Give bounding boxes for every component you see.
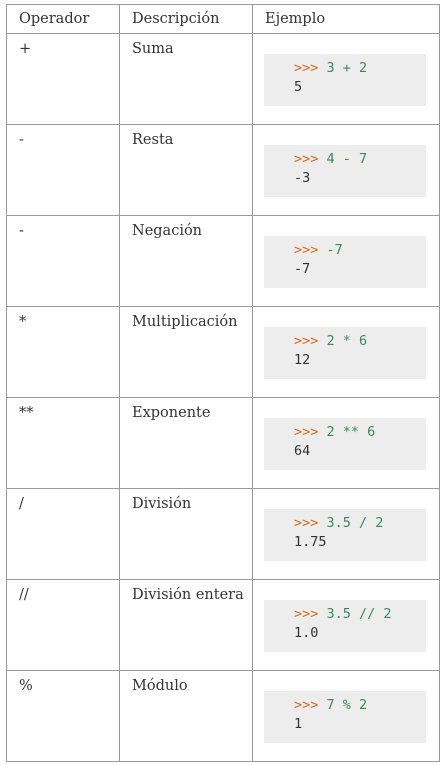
code-expression: 4 - 7: [326, 151, 368, 167]
table-row: [7, 34, 440, 125]
operator-symbol: /: [19, 496, 24, 512]
description-cell: [120, 34, 253, 125]
example-cell: [253, 671, 440, 762]
operator-description: Multiplicación: [132, 314, 238, 330]
header-description: Descripción: [120, 5, 253, 34]
table-header-row: [7, 5, 440, 34]
code-expression: 3 + 2: [326, 60, 368, 76]
operator-symbol: -: [19, 223, 24, 239]
header-operator: Operador: [7, 5, 120, 34]
operator-description: Exponente: [132, 405, 211, 421]
prompt-symbol: >>>: [294, 606, 319, 622]
code-expression: 7 % 2: [326, 697, 368, 713]
description-cell: [120, 398, 253, 489]
code-block: [264, 54, 426, 106]
description-cell: [120, 489, 253, 580]
operator-symbol: //: [19, 587, 29, 603]
operator-cell: [7, 671, 120, 762]
operator-cell: [7, 398, 120, 489]
example-cell: [253, 398, 440, 489]
code-expression: 3.5 / 2: [326, 515, 384, 531]
table-row: [7, 489, 440, 580]
header-example: Ejemplo: [253, 5, 440, 34]
example-cell: [253, 216, 440, 307]
prompt-symbol: >>>: [294, 242, 319, 258]
code-result: 5: [294, 79, 303, 95]
example-cell: [253, 307, 440, 398]
operator-description: División entera: [132, 587, 244, 603]
operator-cell: [7, 307, 120, 398]
prompt-symbol: >>>: [294, 60, 319, 76]
operator-symbol: **: [19, 405, 34, 421]
code-result: 1.0: [294, 625, 319, 641]
example-cell: [253, 125, 440, 216]
operator-description: Suma: [132, 41, 174, 57]
operator-description: Resta: [132, 132, 174, 148]
code-block: [264, 600, 426, 652]
operator-symbol: *: [19, 314, 27, 330]
code-result: 64: [294, 443, 311, 459]
code-result: -3: [294, 170, 311, 186]
operator-description: División: [132, 496, 192, 512]
code-expression: 3.5 // 2: [326, 606, 392, 622]
prompt-symbol: >>>: [294, 151, 319, 167]
table-row: [7, 125, 440, 216]
operator-cell: [7, 580, 120, 671]
code-block: [264, 236, 426, 288]
code-result: 1: [294, 716, 303, 732]
description-cell: [120, 671, 253, 762]
description-cell: [120, 125, 253, 216]
prompt-symbol: >>>: [294, 697, 319, 713]
operator-symbol: %: [19, 678, 33, 694]
code-result: 1.75: [294, 534, 327, 550]
operators-table: [6, 4, 440, 762]
code-block: [264, 509, 426, 561]
operator-description: Módulo: [132, 678, 188, 694]
code-expression: -7: [326, 242, 343, 258]
prompt-symbol: >>>: [294, 515, 319, 531]
table-row: [7, 216, 440, 307]
code-result: 12: [294, 352, 311, 368]
operator-cell: [7, 125, 120, 216]
description-cell: [120, 307, 253, 398]
prompt-symbol: >>>: [294, 424, 319, 440]
example-cell: [253, 34, 440, 125]
example-cell: [253, 489, 440, 580]
operator-cell: [7, 489, 120, 580]
table-row: [7, 307, 440, 398]
operator-cell: [7, 216, 120, 307]
code-block: [264, 327, 426, 379]
table-row: [7, 580, 440, 671]
table-row: [7, 671, 440, 762]
code-block: [264, 691, 426, 743]
operator-symbol: +: [19, 41, 32, 57]
description-cell: [120, 580, 253, 671]
prompt-symbol: >>>: [294, 333, 319, 349]
example-cell: [253, 580, 440, 671]
operator-cell: [7, 34, 120, 125]
operator-symbol: -: [19, 132, 24, 148]
table-row: [7, 398, 440, 489]
code-expression: 2 * 6: [326, 333, 368, 349]
code-block: [264, 418, 426, 470]
code-expression: 2 ** 6: [326, 424, 376, 440]
description-cell: [120, 216, 253, 307]
code-result: -7: [294, 261, 311, 277]
operator-description: Negación: [132, 223, 203, 239]
code-block: [264, 145, 426, 197]
